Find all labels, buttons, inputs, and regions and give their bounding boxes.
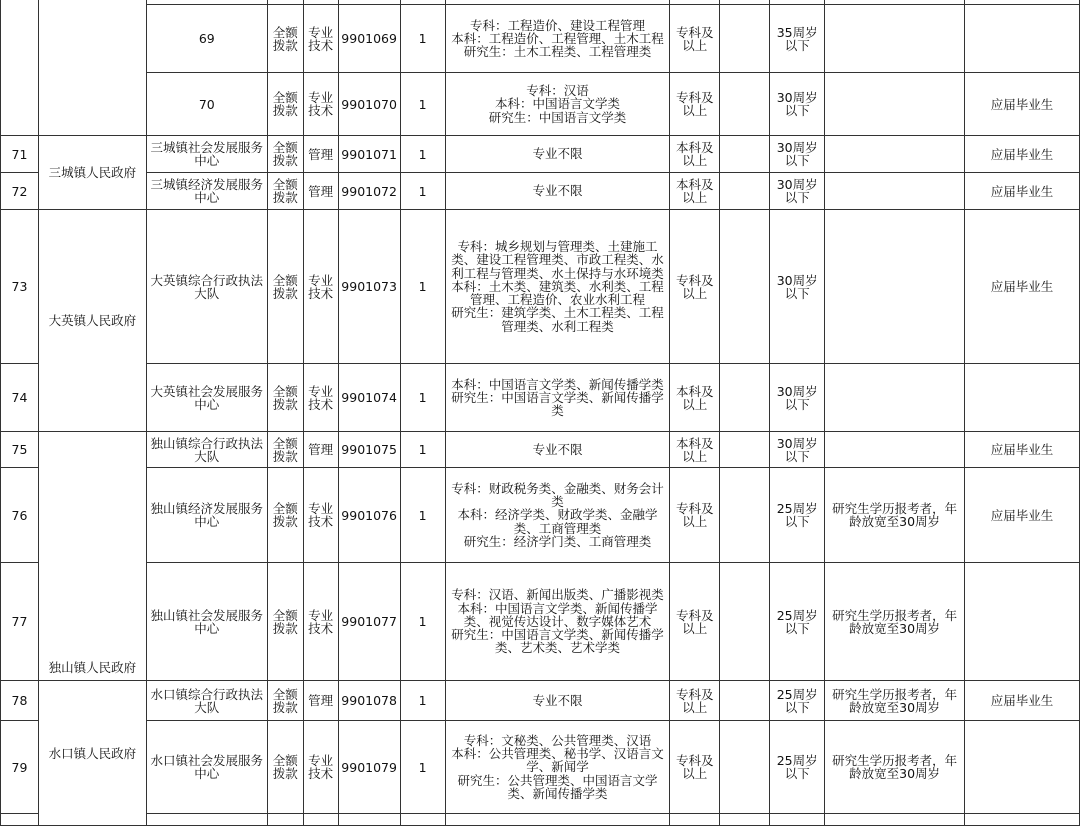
education-cell: 本科及以上 bbox=[670, 173, 720, 210]
post-code-cell: 9901076 bbox=[338, 468, 400, 563]
requirement-cell bbox=[965, 563, 1080, 681]
table-row bbox=[1, 814, 1080, 826]
table-row bbox=[1, 468, 1080, 563]
major-cell: 专科：财政税务类、金融类、财务会计类 本科：经济学类、财政学类、金融学类、工商管理类 研究生：经济学门类、工商管理类 bbox=[445, 468, 670, 563]
requirement-cell: 应届毕业生 bbox=[965, 73, 1080, 136]
table-row bbox=[1, 364, 1080, 432]
note-cell bbox=[825, 5, 965, 73]
table-row bbox=[1, 210, 1080, 364]
table-row bbox=[1, 721, 1080, 814]
row-number: 74 bbox=[1, 364, 39, 432]
note-cell bbox=[825, 364, 965, 432]
note-cell: 研究生学历报考者，年龄放宽至30周岁 bbox=[825, 468, 965, 563]
post-type-cell: 管理 bbox=[303, 173, 338, 210]
row-number: 71 bbox=[1, 136, 39, 173]
age-cell: 30周岁以下 bbox=[770, 173, 825, 210]
age-cell: 30周岁以下 bbox=[770, 136, 825, 173]
unit-cell: 独山镇综合行政执法大队 bbox=[146, 432, 267, 468]
row-number: 72 bbox=[1, 173, 39, 210]
post-code-cell: 9901069 bbox=[338, 5, 400, 73]
major-cell: 专科：工程造价、建设工程管理 本科：工程造价、工程管理、土木工程 研究生：土木工程类、工程管理类 bbox=[445, 5, 670, 73]
unit-cell: 水口镇综合行政执法大队 bbox=[146, 681, 267, 721]
row-number: 73 bbox=[1, 210, 39, 364]
education-cell: 专科及以上 bbox=[670, 681, 720, 721]
note-cell: 研究生学历报考者，年龄放宽至30周岁 bbox=[825, 721, 965, 814]
major-cell: 本科：中国语言文学类、新闻传播学类 研究生：中国语言文学类、新闻传播学类 bbox=[445, 364, 670, 432]
degree-cell bbox=[720, 364, 770, 432]
post-type-cell: 专业技术 bbox=[303, 364, 338, 432]
funding-cell: 全额拨款 bbox=[267, 432, 303, 468]
degree-cell bbox=[720, 173, 770, 210]
education-cell: 专科及以上 bbox=[670, 468, 720, 563]
row-number: 77 bbox=[1, 563, 39, 681]
age-cell: 25周岁以下 bbox=[770, 681, 825, 721]
degree-cell bbox=[720, 210, 770, 364]
headcount-cell: 1 bbox=[400, 432, 445, 468]
requirement-cell bbox=[965, 721, 1080, 814]
row-number: 75 bbox=[1, 432, 39, 468]
requirement-cell bbox=[965, 364, 1080, 432]
post-type-cell: 专业技术 bbox=[303, 5, 338, 73]
headcount-cell: 1 bbox=[400, 5, 445, 73]
unit-cell: 大英镇社会发展服务中心 bbox=[146, 364, 267, 432]
requirement-cell bbox=[965, 5, 1080, 73]
age-cell: 30周岁以下 bbox=[770, 432, 825, 468]
post-code-cell: 9901077 bbox=[338, 563, 400, 681]
major-cell: 专科：汉语、新闻出版类、广播影视类 本科：中国语言文学类、新闻传播学类、视觉传达设计、数字媒体艺术 研究生：中国语言文学类、新闻传播学类、艺术类、艺术学类 bbox=[445, 563, 670, 681]
note-cell: 研究生学历报考者，年龄放宽至30周岁 bbox=[825, 563, 965, 681]
post-code-cell: 9901072 bbox=[338, 173, 400, 210]
funding-cell: 全额拨款 bbox=[267, 210, 303, 364]
requirement-cell: 应届毕业生 bbox=[965, 210, 1080, 364]
post-code-cell: 9901079 bbox=[338, 721, 400, 814]
note-cell: 研究生学历报考者，年龄放宽至30周岁 bbox=[825, 681, 965, 721]
funding-cell: 全额拨款 bbox=[267, 136, 303, 173]
headcount-cell: 1 bbox=[400, 210, 445, 364]
age-cell: 25周岁以下 bbox=[770, 721, 825, 814]
table-row bbox=[1, 136, 1080, 173]
post-type-cell: 专业技术 bbox=[303, 468, 338, 563]
age-cell: 30周岁以下 bbox=[770, 210, 825, 364]
degree-cell bbox=[720, 5, 770, 73]
funding-cell: 全额拨款 bbox=[267, 173, 303, 210]
headcount-cell: 1 bbox=[400, 468, 445, 563]
major-cell: 专科：文秘类、公共管理类、汉语 本科：公共管理类、秘书学、汉语言文学、新闻学 研究生：公共管理类、中国语言文学类、新闻传播学类 bbox=[445, 721, 670, 814]
post-type-cell: 管理 bbox=[303, 681, 338, 721]
post-type-cell: 专业技术 bbox=[303, 210, 338, 364]
major-cell: 专业不限 bbox=[445, 173, 670, 210]
note-cell bbox=[825, 432, 965, 468]
note-cell bbox=[825, 73, 965, 136]
major-cell: 专业不限 bbox=[445, 432, 670, 468]
row-number: 70 bbox=[146, 73, 267, 136]
headcount-cell: 1 bbox=[400, 563, 445, 681]
age-cell: 30周岁以下 bbox=[770, 364, 825, 432]
funding-cell: 全额拨款 bbox=[267, 681, 303, 721]
degree-cell bbox=[720, 563, 770, 681]
unit-cell: 三城镇社会发展服务中心 bbox=[146, 136, 267, 173]
headcount-cell: 1 bbox=[400, 136, 445, 173]
post-code-cell: 9901073 bbox=[338, 210, 400, 364]
note-cell bbox=[825, 136, 965, 173]
town-cell: 三城镇人民政府 bbox=[38, 136, 146, 210]
post-code-cell: 9901071 bbox=[338, 136, 400, 173]
table-row bbox=[1, 432, 1080, 468]
headcount-cell: 1 bbox=[400, 173, 445, 210]
age-cell: 25周岁以下 bbox=[770, 468, 825, 563]
row-number: 76 bbox=[1, 468, 39, 563]
degree-cell bbox=[720, 432, 770, 468]
major-cell: 专科：城乡规划与管理类、土建施工类、建设工程管理类、市政工程类、水利工程与管理类、水土保持与水环境类 本科：土木类、建筑类、水利类、工程管理、工程造价、农业水利工程 研究生：建筑学类、土木工程类、工程管理类、水利工程类 bbox=[445, 210, 670, 364]
post-code-cell: 9901078 bbox=[338, 681, 400, 721]
funding-cell: 全额拨款 bbox=[267, 73, 303, 136]
post-code-cell: 9901070 bbox=[338, 73, 400, 136]
table-row bbox=[1, 681, 1080, 721]
education-cell: 专科及以上 bbox=[670, 210, 720, 364]
town-cell: 独山镇人民政府 bbox=[38, 432, 146, 681]
degree-cell bbox=[720, 73, 770, 136]
requirement-cell: 应届毕业生 bbox=[965, 432, 1080, 468]
degree-cell bbox=[720, 468, 770, 563]
degree-cell bbox=[720, 721, 770, 814]
requirement-cell: 应届毕业生 bbox=[965, 468, 1080, 563]
funding-cell: 全额拨款 bbox=[267, 5, 303, 73]
education-cell: 专科及以上 bbox=[670, 563, 720, 681]
education-cell: 专科及以上 bbox=[670, 73, 720, 136]
post-type-cell: 专业技术 bbox=[303, 73, 338, 136]
town-cell: 大英镇人民政府 bbox=[38, 210, 146, 432]
note-cell bbox=[825, 173, 965, 210]
post-code-cell: 9901074 bbox=[338, 364, 400, 432]
education-cell: 本科及以上 bbox=[670, 364, 720, 432]
unit-cell: 大英镇综合行政执法大队 bbox=[146, 210, 267, 364]
town-cell: 水口镇人民政府 bbox=[38, 681, 146, 826]
degree-cell bbox=[720, 136, 770, 173]
unit-cell: 水口镇社会发展服务中心 bbox=[146, 721, 267, 814]
row-number: 78 bbox=[1, 681, 39, 721]
table-row bbox=[1, 173, 1080, 210]
age-cell: 35周岁以下 bbox=[770, 5, 825, 73]
unit-cell bbox=[38, 0, 146, 136]
requirement-cell: 应届毕业生 bbox=[965, 681, 1080, 721]
headcount-cell: 1 bbox=[400, 681, 445, 721]
unit-cell: 独山镇社会发展服务中心 bbox=[146, 563, 267, 681]
headcount-cell: 1 bbox=[400, 364, 445, 432]
town-cell bbox=[1, 0, 39, 136]
funding-cell: 全额拨款 bbox=[267, 468, 303, 563]
major-cell: 专科：汉语 本科：中国语言文学类 研究生：中国语言文学类 bbox=[445, 73, 670, 136]
major-cell: 专业不限 bbox=[445, 136, 670, 173]
age-cell: 25周岁以下 bbox=[770, 563, 825, 681]
headcount-cell: 1 bbox=[400, 73, 445, 136]
note-cell bbox=[825, 210, 965, 364]
education-cell: 本科及以上 bbox=[670, 136, 720, 173]
degree-cell bbox=[720, 681, 770, 721]
post-code-cell: 9901075 bbox=[338, 432, 400, 468]
education-cell: 本科及以上 bbox=[670, 432, 720, 468]
table-row bbox=[1, 5, 1080, 73]
education-cell: 专科及以上 bbox=[670, 721, 720, 814]
post-type-cell: 管理 bbox=[303, 136, 338, 173]
requirement-cell: 应届毕业生 bbox=[965, 136, 1080, 173]
age-cell: 30周岁以下 bbox=[770, 73, 825, 136]
post-type-cell: 管理 bbox=[303, 432, 338, 468]
post-type-cell: 专业技术 bbox=[303, 721, 338, 814]
table-row bbox=[1, 73, 1080, 136]
post-type-cell: 专业技术 bbox=[303, 563, 338, 681]
row-number: 79 bbox=[1, 721, 39, 814]
funding-cell: 全额拨款 bbox=[267, 364, 303, 432]
unit-cell: 独山镇经济发展服务中心 bbox=[146, 468, 267, 563]
row-number: 69 bbox=[146, 5, 267, 73]
unit-cell: 三城镇经济发展服务中心 bbox=[146, 173, 267, 210]
funding-cell: 全额拨款 bbox=[267, 563, 303, 681]
requirement-cell: 应届毕业生 bbox=[965, 173, 1080, 210]
table-row bbox=[1, 563, 1080, 681]
education-cell: 专科及以上 bbox=[670, 5, 720, 73]
headcount-cell: 1 bbox=[400, 721, 445, 814]
major-cell: 专业不限 bbox=[445, 681, 670, 721]
funding-cell: 全额拨款 bbox=[267, 721, 303, 814]
